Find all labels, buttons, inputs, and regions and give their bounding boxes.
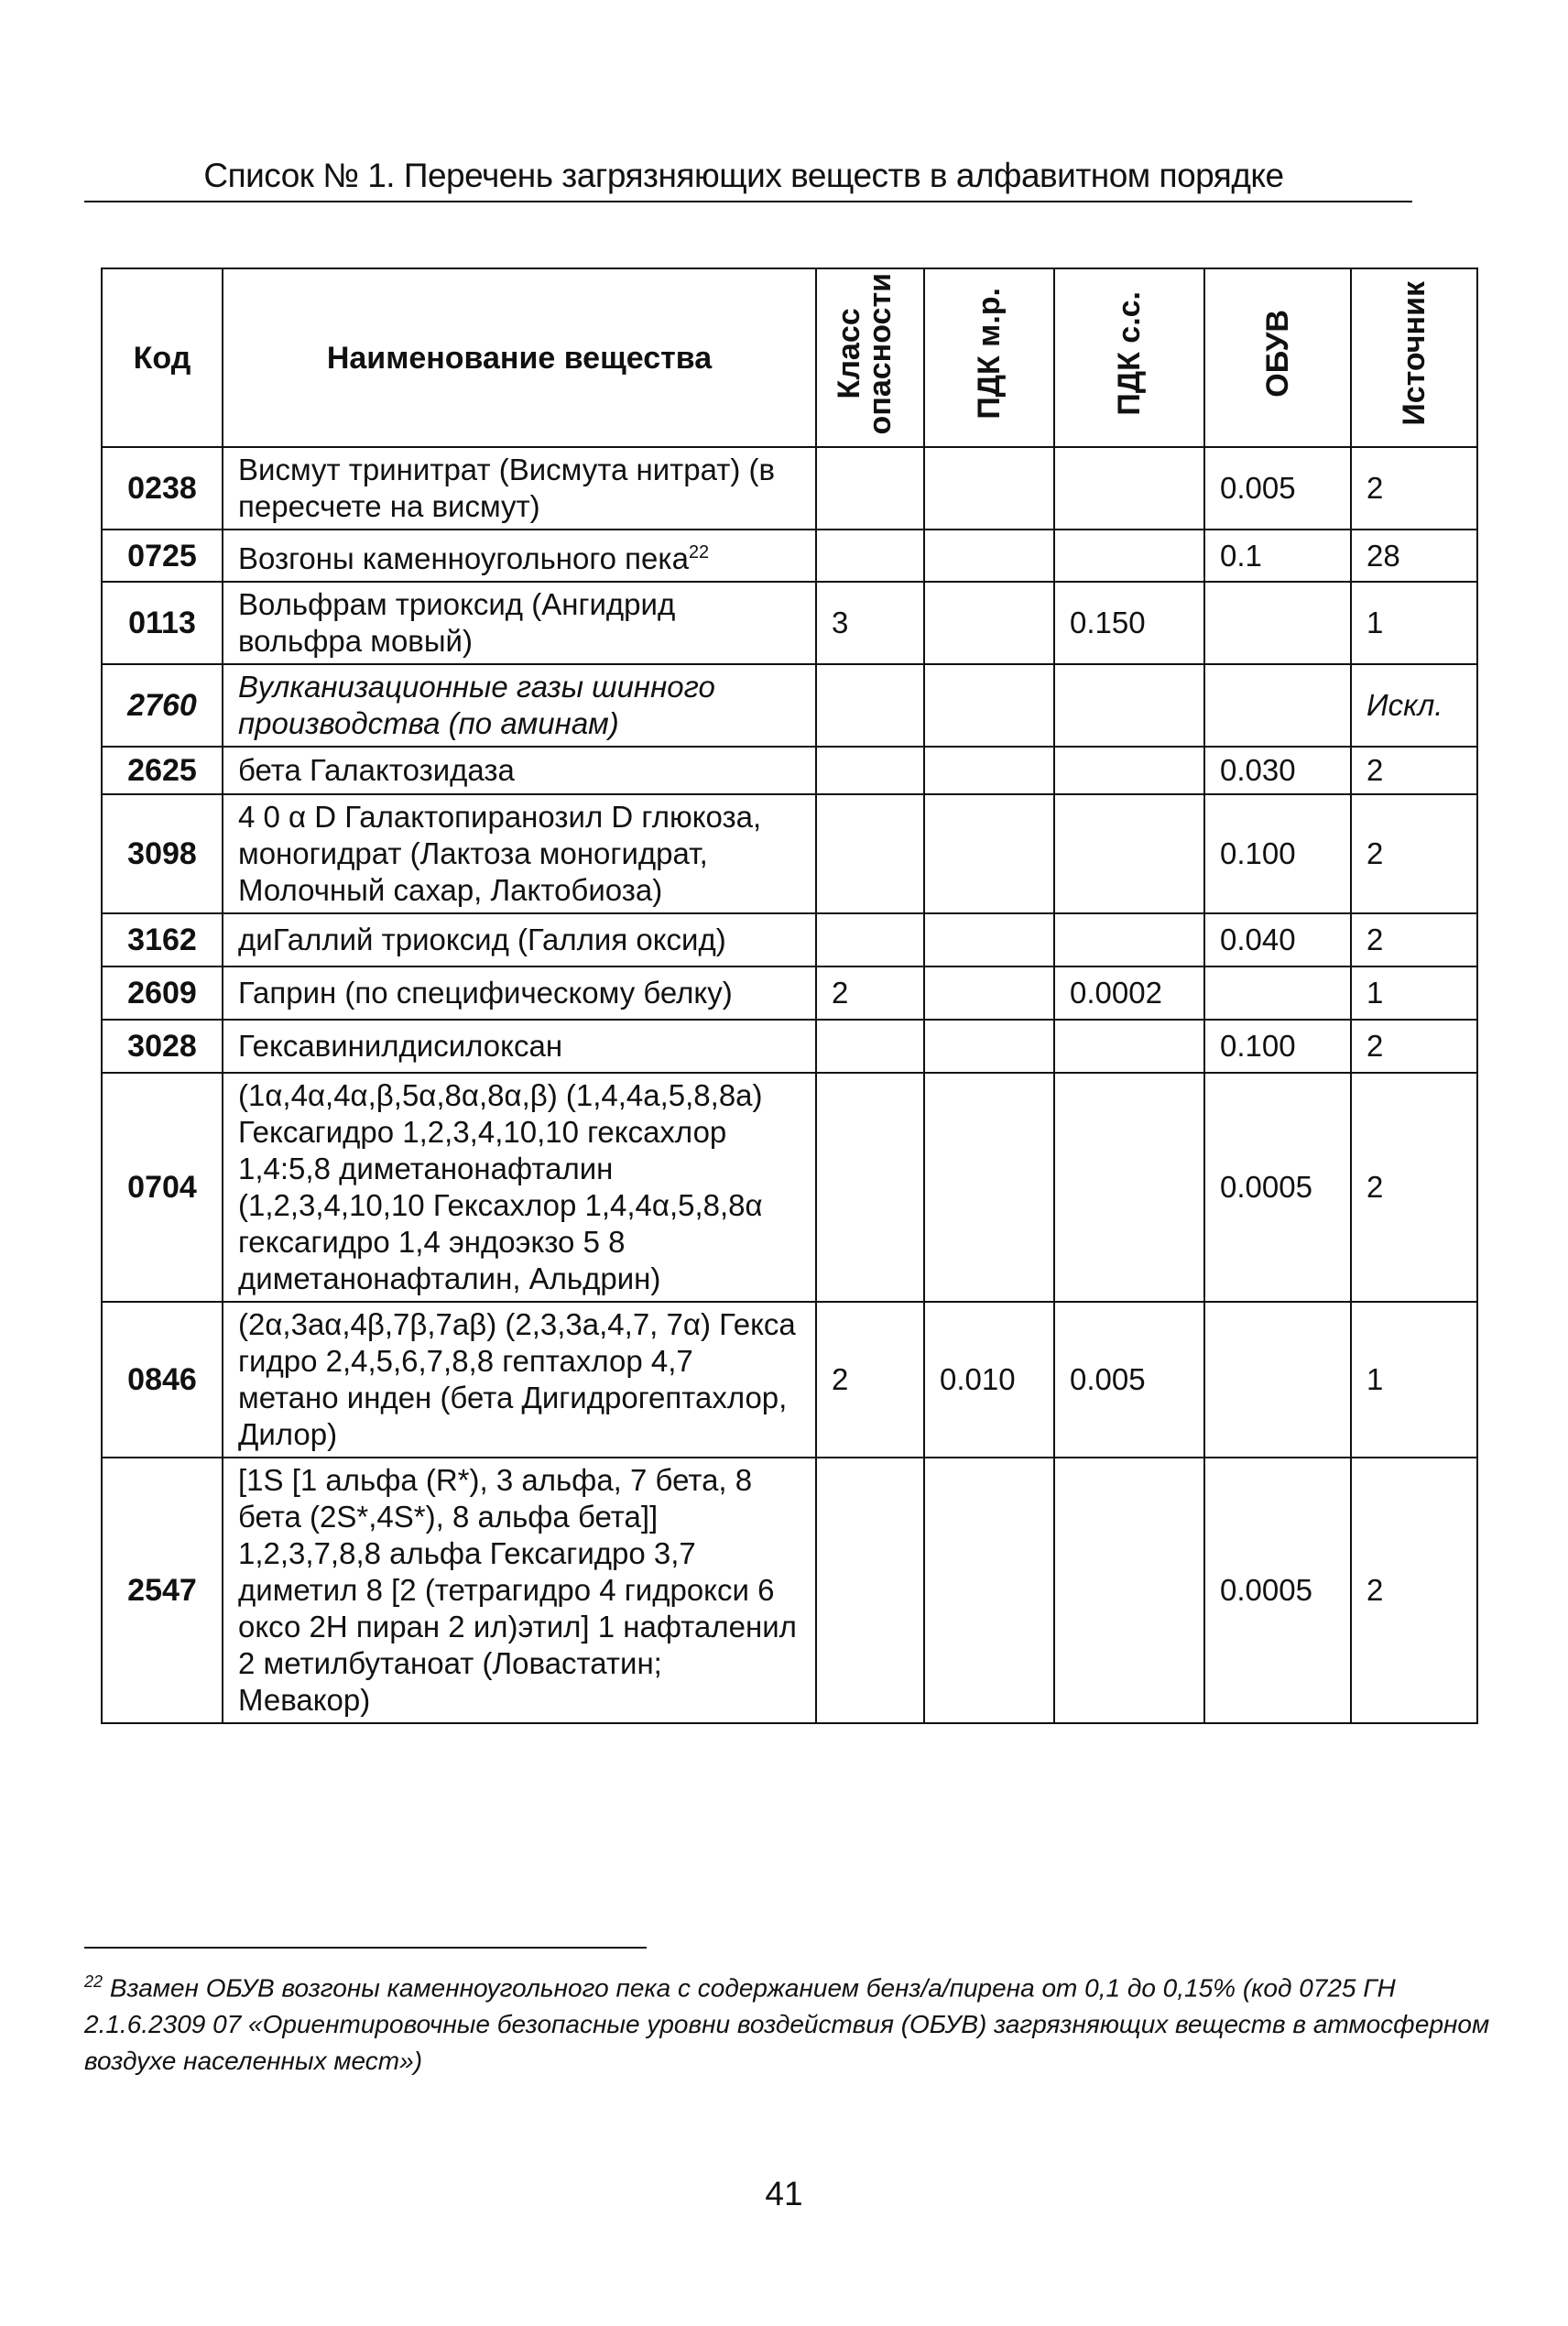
cell-name: Висмут тринитрат (Висмута нитрат) (в пересчете на висмут) <box>223 447 816 530</box>
cell-pdk-mr <box>924 1020 1054 1073</box>
cell-name: (2α,3aα,4β,7β,7aβ) (2,3,3a,4,7, 7α) Гекса гидро 2,4,5,6,7,8,8 гептахлор 4,7 метано инден (бета Дигидрогептахлор, Дилор) <box>223 1302 816 1458</box>
cell-pdk-mr <box>924 447 1054 530</box>
cell-code: 0846 <box>102 1302 223 1458</box>
table-row <box>102 747 1477 794</box>
table-row <box>102 530 1477 582</box>
header-pdk-ss-label: ПДК с.с. <box>1112 291 1147 416</box>
cell-obuv: 0.0005 <box>1204 1458 1351 1723</box>
footnote-text: Взамен ОБУВ возгоны каменноугольного пека с содержанием бенз/а/пирена от 0,1 до 0,15% (код 0725 ГН 2.1.6.2309 07 «Ориентировочные безопасные уровни воздействия (ОБУВ) загрязняющих веществ в атмосферном воздухе населенных мест») <box>84 1973 1490 2076</box>
cell-name: диГаллий триоксид (Галлия оксид) <box>223 913 816 966</box>
cell-pdk-ss <box>1054 913 1204 966</box>
cell-pdk-mr <box>924 747 1054 794</box>
cell-hazard-class: 2 <box>816 1302 924 1458</box>
cell-pdk-mr <box>924 794 1054 913</box>
table-row <box>102 966 1477 1020</box>
cell-pdk-ss <box>1054 1458 1204 1723</box>
header-source <box>1351 268 1477 447</box>
table-row <box>102 1458 1477 1723</box>
table-row <box>102 1020 1477 1073</box>
cell-source: 1 <box>1351 582 1477 664</box>
cell-code: 3098 <box>102 794 223 913</box>
cell-hazard-class <box>816 1020 924 1073</box>
cell-obuv <box>1204 1302 1351 1458</box>
cell-code: 2609 <box>102 966 223 1020</box>
cell-name: Вулканизационные газы шинного производства (по аминам) <box>223 664 816 747</box>
cell-name: бета Галактозидаза <box>223 747 816 794</box>
cell-name: Вольфрам триоксид (Ангидрид вольфра мовый) <box>223 582 816 664</box>
cell-source: 2 <box>1351 1458 1477 1723</box>
header-pdk-ss <box>1054 268 1204 447</box>
cell-hazard-class: 2 <box>816 966 924 1020</box>
cell-pdk-ss: 0.0002 <box>1054 966 1204 1020</box>
cell-pdk-ss <box>1054 1073 1204 1302</box>
cell-pdk-mr <box>924 913 1054 966</box>
footnote <box>84 1963 1495 2080</box>
header-name: Наименование вещества <box>223 268 816 447</box>
cell-name-text: Возгоны каменноугольного пека <box>238 541 689 576</box>
cell-name: Гексавинилдисилоксан <box>223 1020 816 1073</box>
cell-obuv <box>1204 966 1351 1020</box>
cell-hazard-class <box>816 794 924 913</box>
table-row <box>102 582 1477 664</box>
table-row <box>102 1073 1477 1302</box>
header-obuv <box>1204 268 1351 447</box>
cell-obuv: 0.100 <box>1204 1020 1351 1073</box>
header-code: Код <box>102 268 223 447</box>
cell-pdk-ss: 0.150 <box>1054 582 1204 664</box>
page-title: Список № 1. Перечень загрязняющих веществ в алфавитном порядке <box>203 157 1284 194</box>
cell-pdk-mr <box>924 1458 1054 1723</box>
cell-code: 2625 <box>102 747 223 794</box>
footnote-mark: 22 <box>84 1972 103 1991</box>
table-row <box>102 794 1477 913</box>
cell-pdk-mr <box>924 966 1054 1020</box>
cell-source: 2 <box>1351 1020 1477 1073</box>
cell-name <box>223 530 816 582</box>
cell-source: 1 <box>1351 966 1477 1020</box>
header-source-label: Источник <box>1397 281 1432 427</box>
cell-obuv: 0.030 <box>1204 747 1351 794</box>
cell-obuv: 0.005 <box>1204 447 1351 530</box>
title-divider <box>84 201 1412 202</box>
cell-code: 0704 <box>102 1073 223 1302</box>
cell-name: [1S [1 альфа (R*), 3 альфа, 7 бета, 8 бета (2S*,4S*), 8 альфа бета]] 1,2,3,7,8,8 альфа Гексагидро 3,7 диметил 8 [2 (тетрагидро 4 гидрокси 6 оксо 2Н пиран 2 ил)этил] 1 нафталенил 2 метилбутаноат (Ловастатин; Мевакор) <box>223 1458 816 1723</box>
cell-code: 0725 <box>102 530 223 582</box>
footnote-divider <box>84 1947 647 1949</box>
table-row <box>102 664 1477 747</box>
header-hazard-class <box>816 268 924 447</box>
cell-code: 3028 <box>102 1020 223 1073</box>
cell-pdk-mr <box>924 582 1054 664</box>
footnote-reference: 22 <box>688 542 710 563</box>
cell-obuv: 0.040 <box>1204 913 1351 966</box>
cell-pdk-mr <box>924 1073 1054 1302</box>
cell-hazard-class <box>816 664 924 747</box>
cell-code: 0238 <box>102 447 223 530</box>
cell-source: 2 <box>1351 794 1477 913</box>
cell-source: 2 <box>1351 1073 1477 1302</box>
cell-code: 3162 <box>102 913 223 966</box>
cell-source: Искл. <box>1351 664 1477 747</box>
table-row <box>102 1302 1477 1458</box>
cell-source: 1 <box>1351 1302 1477 1458</box>
header-obuv-label: ОБУВ <box>1260 310 1295 399</box>
cell-obuv <box>1204 582 1351 664</box>
cell-source: 2 <box>1351 913 1477 966</box>
header-hazard-class-label: Класс опасности <box>832 272 898 435</box>
cell-hazard-class <box>816 1073 924 1302</box>
cell-pdk-ss <box>1054 794 1204 913</box>
cell-obuv: 0.0005 <box>1204 1073 1351 1302</box>
cell-hazard-class <box>816 747 924 794</box>
cell-pdk-ss <box>1054 530 1204 582</box>
cell-hazard-class <box>816 1458 924 1723</box>
header-pdk-mr-label: ПДК м.р. <box>972 288 1007 420</box>
cell-hazard-class: 3 <box>816 582 924 664</box>
cell-obuv <box>1204 664 1351 747</box>
cell-pdk-ss <box>1054 747 1204 794</box>
cell-hazard-class <box>816 530 924 582</box>
cell-pdk-ss: 0.005 <box>1054 1302 1204 1458</box>
cell-pdk-ss <box>1054 664 1204 747</box>
cell-hazard-class <box>816 447 924 530</box>
cell-name: (1α,4α,4α,β,5α,8α,8α,β) (1,4,4a,5,8,8a) Гексагидро 1,2,3,4,10,10 гексахлор 1,4:5,8 диметанонафталин (1,2,3,4,10,10 Гексахлор 1,4,4α,5,8,8α гексагидро 1,4 эндоэкзо 5 8 диметанонафталин, Альдрин) <box>223 1073 816 1302</box>
cell-obuv: 0.1 <box>1204 530 1351 582</box>
page-number: 41 <box>765 2175 803 2212</box>
cell-code: 2760 <box>102 664 223 747</box>
cell-source: 28 <box>1351 530 1477 582</box>
cell-name: 4 0 α D Галактопиранозил D глюкоза, моногидрат (Лактоза моногидрат, Молочный сахар, Лактобиоза) <box>223 794 816 913</box>
cell-pdk-mr <box>924 664 1054 747</box>
cell-pdk-mr: 0.010 <box>924 1302 1054 1458</box>
table-row <box>102 913 1477 966</box>
cell-source: 2 <box>1351 447 1477 530</box>
cell-pdk-mr <box>924 530 1054 582</box>
cell-obuv: 0.100 <box>1204 794 1351 913</box>
header-row <box>102 268 1477 447</box>
table-row <box>102 447 1477 530</box>
header-pdk-mr <box>924 268 1054 447</box>
cell-name: Гаприн (по специфическому белку) <box>223 966 816 1020</box>
cell-pdk-ss <box>1054 447 1204 530</box>
cell-hazard-class <box>816 913 924 966</box>
cell-code: 0113 <box>102 582 223 664</box>
substances-table <box>101 268 1478 1724</box>
cell-source: 2 <box>1351 747 1477 794</box>
cell-pdk-ss <box>1054 1020 1204 1073</box>
cell-code: 2547 <box>102 1458 223 1723</box>
